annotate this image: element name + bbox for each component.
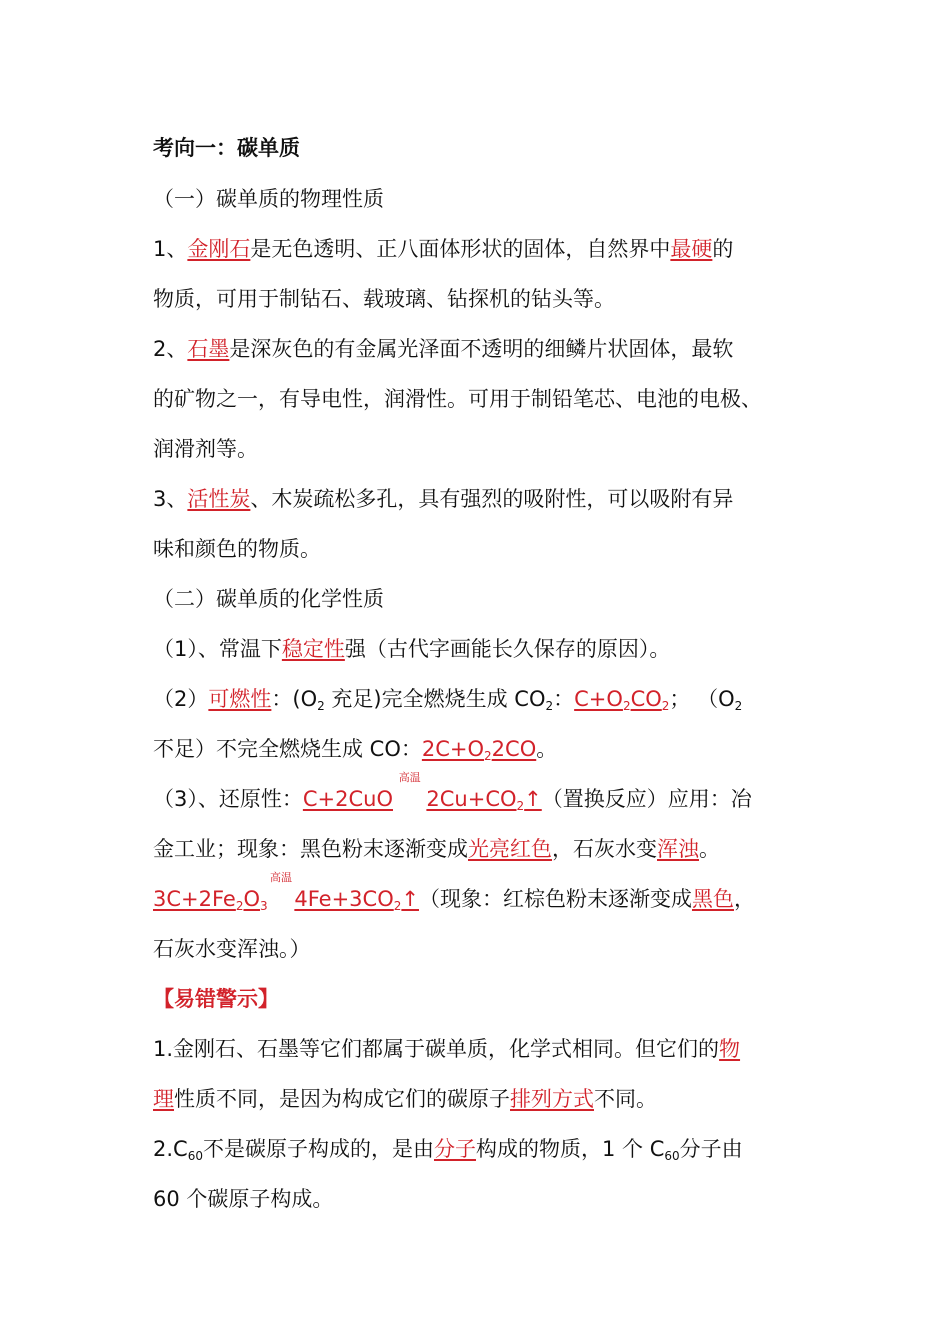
text: 强（古代字画能长久保存的原因）。	[344, 637, 671, 661]
text: 构成的物质，1 个 C	[475, 1137, 665, 1161]
eq-part: 4Fe+3CO	[294, 887, 394, 911]
gas-arrow: ↑	[524, 787, 542, 811]
subscript: 2	[734, 699, 743, 713]
equation-cuo-reduction	[302, 771, 542, 813]
item-number: 2、	[153, 337, 188, 361]
paragraph-diamond	[153, 234, 910, 264]
text: 是无色透明、正八面体形状的固体，自然界中	[250, 237, 671, 261]
eq-part: C+2CuO	[302, 787, 393, 811]
item-number: 1、	[153, 237, 188, 261]
subscript: 3	[260, 899, 268, 913]
warning-item-2-line2: 60 个碳原子构成。	[153, 1187, 334, 1211]
text: 金工业；现象：黑色粉末逐渐变成	[153, 837, 468, 861]
subscript: 60	[664, 1149, 680, 1163]
text: 不同。	[594, 1087, 657, 1111]
text: 。	[699, 837, 720, 861]
eq-part: C+O	[574, 687, 623, 711]
text: 的	[712, 237, 734, 261]
gas-arrow: ↑	[401, 887, 419, 911]
property-stability	[153, 634, 910, 664]
equation-incomplete-combustion	[422, 737, 536, 761]
eq-part: 2CO	[491, 737, 537, 761]
term-combustibility: 可燃性	[208, 687, 272, 711]
term-bright-red: 光亮红色	[468, 837, 552, 861]
text: 。	[536, 737, 558, 761]
text: （2）	[153, 687, 209, 711]
property-combustibility-line2	[153, 734, 910, 771]
subscript: 2	[622, 699, 631, 713]
text: ； （O	[669, 687, 735, 711]
term-stability: 稳定性	[281, 637, 345, 661]
subsection-physical-properties: （一）碳单质的物理性质	[153, 187, 384, 211]
term-physical-part2: 理	[153, 1087, 174, 1111]
eq-part: 3C+2Fe	[153, 887, 236, 911]
term-turbid: 浑浊	[657, 837, 699, 861]
equation-fe2o3-reduction	[153, 871, 419, 913]
text: 充足)完全燃烧生成 CO	[324, 687, 546, 711]
eq-part: CO	[630, 687, 662, 711]
text: 是深灰色的有金属光泽面不透明的细鳞片状固体，最软	[229, 337, 734, 361]
subscript: 2	[661, 699, 670, 713]
subscript: 2	[393, 899, 402, 913]
eq-part: O	[243, 887, 261, 911]
subscript: 2	[484, 749, 492, 763]
paragraph-graphite-line2: 的矿物之一，有导电性，润滑性。可用于制铅笔芯、电池的电极、	[153, 387, 762, 411]
warning-title: 【易错警示】	[153, 987, 279, 1011]
subscript: 2	[516, 799, 525, 813]
paragraph-graphite-line3: 润滑剂等。	[153, 437, 258, 461]
text: 2.C	[153, 1137, 188, 1161]
term-graphite: 石墨	[187, 337, 230, 361]
text: ，石灰水变	[552, 837, 657, 861]
property-combustibility	[153, 684, 910, 721]
term-diamond: 金刚石	[187, 237, 251, 261]
subscript: 2	[235, 899, 244, 913]
text: （3）、还原性：	[153, 787, 303, 811]
section-title: 考向一：碳单质	[153, 136, 300, 160]
equation-complete-combustion	[574, 687, 669, 711]
condition-label: 高温	[270, 871, 292, 884]
term-black: 黑色	[691, 887, 734, 911]
paragraph-graphite	[153, 334, 910, 364]
reaction-condition	[393, 771, 426, 814]
text: ：	[553, 687, 575, 711]
text: 分子由	[679, 1137, 743, 1161]
paragraph-activated-carbon-line2: 味和颜色的物质。	[153, 537, 321, 561]
text: 性质不同，是因为构成它们的碳原子	[174, 1087, 510, 1111]
text: 不足）不完全燃烧生成 CO：	[153, 737, 422, 761]
property-reducibility-line2	[153, 834, 910, 864]
text: 不是碳原子构成的，是由	[202, 1137, 434, 1161]
subscript: 60	[187, 1149, 203, 1163]
warning-item-2	[153, 1134, 910, 1171]
text: （现象：红棕色粉末逐渐变成	[418, 887, 692, 911]
term-molecule: 分子	[433, 1137, 476, 1161]
property-reducibility-line4: 石灰水变浑浊。）	[153, 937, 311, 961]
eq-part: 2Cu+CO	[426, 787, 517, 811]
item-number: 3、	[153, 487, 188, 511]
paragraph-diamond-line2: 物质，可用于制钻石、载玻璃、钻探机的钻头等。	[153, 287, 615, 311]
paragraph-activated-carbon	[153, 484, 910, 514]
property-reducibility	[153, 771, 910, 821]
term-activated-carbon: 活性炭	[187, 487, 251, 511]
text: （1）、常温下	[153, 637, 282, 661]
warning-item-1	[153, 1034, 910, 1064]
text: ，	[733, 887, 755, 911]
property-reducibility-line3	[153, 871, 910, 921]
warning-item-1-line2	[153, 1084, 910, 1114]
term-hardest: 最硬	[670, 237, 713, 261]
text: 、木炭疏松多孔，具有强烈的吸附性，可以吸附有异	[250, 487, 734, 511]
text: ：(O	[271, 687, 318, 711]
term-arrangement: 排列方式	[510, 1087, 594, 1111]
subscript: 2	[545, 699, 554, 713]
text: （置换反应）应用：冶	[541, 787, 752, 811]
text: 1.金刚石、石墨等它们都属于碳单质，化学式相同。但它们的	[153, 1037, 720, 1061]
eq-part: 2C+O	[421, 737, 485, 761]
condition-label: 高温	[398, 771, 421, 784]
term-physical-part1: 物	[719, 1037, 741, 1061]
subsection-chemical-properties: （二）碳单质的化学性质	[153, 587, 384, 611]
subscript: 2	[317, 699, 325, 713]
reaction-condition	[268, 871, 295, 914]
